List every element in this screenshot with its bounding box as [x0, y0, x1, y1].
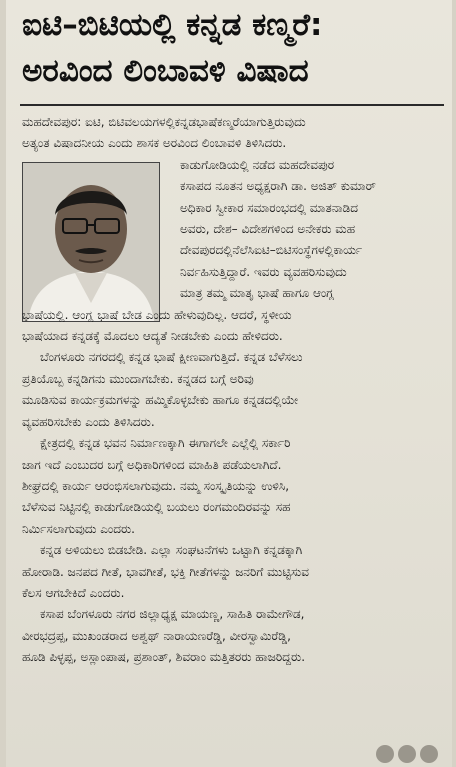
article-line: ಬೆಳೆಸುವ ನಿಟ್ಟಿನಲ್ಲಿ ಕಾಡುಗೋಡಿಯಲ್ಲಿ ಬಯಲು ರಂಗಮಂದಿರವನ್ನು ಸಹ [22, 500, 291, 515]
article-line: ಜಾಗ ಇದೆ ಎಂಬುದರ ಬಗ್ಗೆ ಅಧಿಕಾರಿಗಳಿಂದ ಮಾಹಿತಿ ಪಡೆಯಲಾಗಿದೆ. [22, 457, 282, 472]
article-line: ಹೋರಾಡಿ. ಜನಪದ ಗೀತೆ, ಭಾವಗೀತೆ, ಭಕ್ತಿ ಗೀತೆಗಳನ್ನು ಜನರಿಗೆ ಮುಟ್ಟಿಸುವ [22, 564, 309, 579]
article-body [22, 112, 442, 669]
article-line: ಕಸಾಪ ಬೆಂಗಳೂರು ನಗರ ಜಿಲ್ಲಾಧ್ಯಕ್ಷ ಮಾಯಣ್ಣ, ಸಾಹಿತಿ ರಾಮೇಗೌಡ, [40, 607, 305, 622]
headline [22, 2, 442, 94]
article-line: ನಿರ್ಮಿಸಲಾಗುವುದು ಎಂದರು. [22, 521, 135, 536]
article-line: ವ್ಯವಹರಿಸಬೇಕು ಎಂದು ತಿಳಿಸಿದರು. [22, 414, 155, 429]
dot [420, 745, 438, 763]
article-line: ಮಾತ್ರ ತಮ್ಮ ಮಾತೃ ಭಾಷೆ ಹಾಗೂ ಆಂಗ್ಲ [180, 286, 335, 301]
article-line: ಕಸಾಪದ ನೂತನ ಅಧ್ಯಕ್ಷರಾಗಿ ಡಾ. ಅಜಿತ್ ಕುಮಾರ್ [180, 179, 376, 194]
article-line: ಅವರು, ದೇಶ– ವಿದೇಶಗಳಿಂದ ಅನೇಕರು ಮಹ [180, 222, 356, 237]
article-line: ಶೀಘ್ರದಲ್ಲಿ ಕಾರ್ಯ ಆರಂಭಿಸಲಾಗುವುದು. ನಮ್ಮ ಸಂಸ್ಕೃತಿಯನ್ನು ಉಳಿಸಿ, [22, 478, 290, 493]
article-line: ಭಾಷೆಯಾದ ಕನ್ನಡಕ್ಕೆ ಮೊದಲು ಆದ್ಯತೆ ನೀಡಬೇಕು ಎಂದು ಹೇಳಿದರು. [22, 329, 283, 344]
article-line: ಕ್ಷೇತ್ರದಲ್ಲಿ ಕನ್ನಡ ಭವನ ನಿರ್ಮಾಣಕ್ಕಾಗಿ ಈಗಾಗಲೇ ಎಲ್ಲೆಲ್ಲಿ ಸರ್ಕಾರಿ [40, 436, 291, 451]
article-line: ಕಾಡುಗೋಡಿಯಲ್ಲಿ ನಡೆದ ಮಹದೇವಪುರ [180, 157, 335, 172]
article-line: ಹೂಡಿ ಪಿಳ್ಳಪ್ಪ, ಅಸ್ಲಾಂಪಾಷ, ಪ್ರಶಾಂತ್, ಶಿವರಾಂ ಮತ್ತಿತರರು ಹಾಜರಿದ್ದರು. [22, 650, 306, 665]
dot [398, 745, 416, 763]
decorative-dots [376, 745, 438, 763]
article-line: ನಿರ್ವಹಿಸುತ್ತಿದ್ದಾರೆ. ಇವರು ವ್ಯವಹರಿಸುವುದು [180, 264, 347, 279]
article-line: ಕನ್ನಡ ಅಳಿಯಲು ಬಿಡಬೇಡಿ. ಎಲ್ಲಾ ಸಂಘಟನೆಗಳು ಒಟ್ಟಾಗಿ ಕನ್ನಡಕ್ಕಾಗಿ [40, 543, 303, 558]
article-line: ಮೂಡಿಸುವ ಕಾರ್ಯಕ್ರಮಗಳನ್ನು ಹಮ್ಮಿಕೊಳ್ಳಬೇಕು ಹಾಗೂ ಕನ್ನಡದಲ್ಲಿಯೇ [22, 393, 299, 408]
article-line: ಅತ್ಯಂತ ವಿಷಾದನೀಯ ಎಂದು ಶಾಸಕ ಅರವಿಂದ ಲಿಂಬಾವಳಿ ತಿಳಿಸಿದರು. [22, 136, 287, 151]
article-line: ಪ್ರತಿಯೊಬ್ಬ ಕನ್ನಡಿಗನು ಮುಂದಾಗಬೇಕು. ಕನ್ನಡದ ಬಗ್ಗೆ ಅರಿವು [22, 371, 254, 386]
dot [376, 745, 394, 763]
headline-divider [20, 104, 444, 106]
article-line: ವೀರಭದ್ರಪ್ಪ, ಮುಖಂಡರಾದ ಅಶ್ವಥ್ ನಾರಾಯಣರೆಡ್ಡಿ, ವೀರಸ್ವಾಮಿರೆಡ್ಡಿ, [22, 628, 291, 643]
article-line: ಕೆಲಸ ಆಗಬೇಕಿದೆ ಎಂದರು. [22, 585, 125, 600]
article-line: ದೇವಪುರದಲ್ಲಿನೆಲೆಸಿಐಟಿ–ಬಿಟಿಸಂಸ್ಥೆಗಳಲ್ಲಿಕಾರ್ಯ [180, 243, 363, 258]
article-line: ಭಾಷೆಯಲ್ಲಿ. ಆಂಗ್ಲ ಭಾಷೆ ಬೇಡ ಎಂದು ಹೇಳುವುದಿಲ್ಲ. ಆದರೆ, ಸ್ಥಳೀಯ [22, 307, 292, 322]
article-line: ಬೆಂಗಳೂರು ನಗರದಲ್ಲಿ ಕನ್ನಡ ಭಾಷೆ ಕ್ಷೀಣವಾಗುತ್ತಿದೆ. ಕನ್ನಡ ಬೆಳೆಸಲು [40, 350, 303, 365]
headline-line-1: ಐಟಿ–ಬಿಟಿಯಲ್ಲಿ ಕನ್ನಡ ಕಣ್ಮರೆ: [22, 7, 323, 43]
article-line: ಅಧಿಕಾರ ಸ್ವೀಕಾರ ಸಮಾರಂಭದಲ್ಲಿ ಮಾತನಾಡಿದ [180, 200, 358, 215]
headline-line-2: ಅರವಿಂದ ಲಿಂಬಾವಳಿ ವಿಷಾದ [22, 53, 309, 89]
article-line: ಮಹದೇವಪುರ: ಐಟಿ, ಬಿಟಿವಲಯಗಳಲ್ಲಿಕನ್ನಡಭಾಷೆಕಣ್ಮರೆಯಾಗುತ್ತಿರುವುದು [22, 115, 306, 129]
